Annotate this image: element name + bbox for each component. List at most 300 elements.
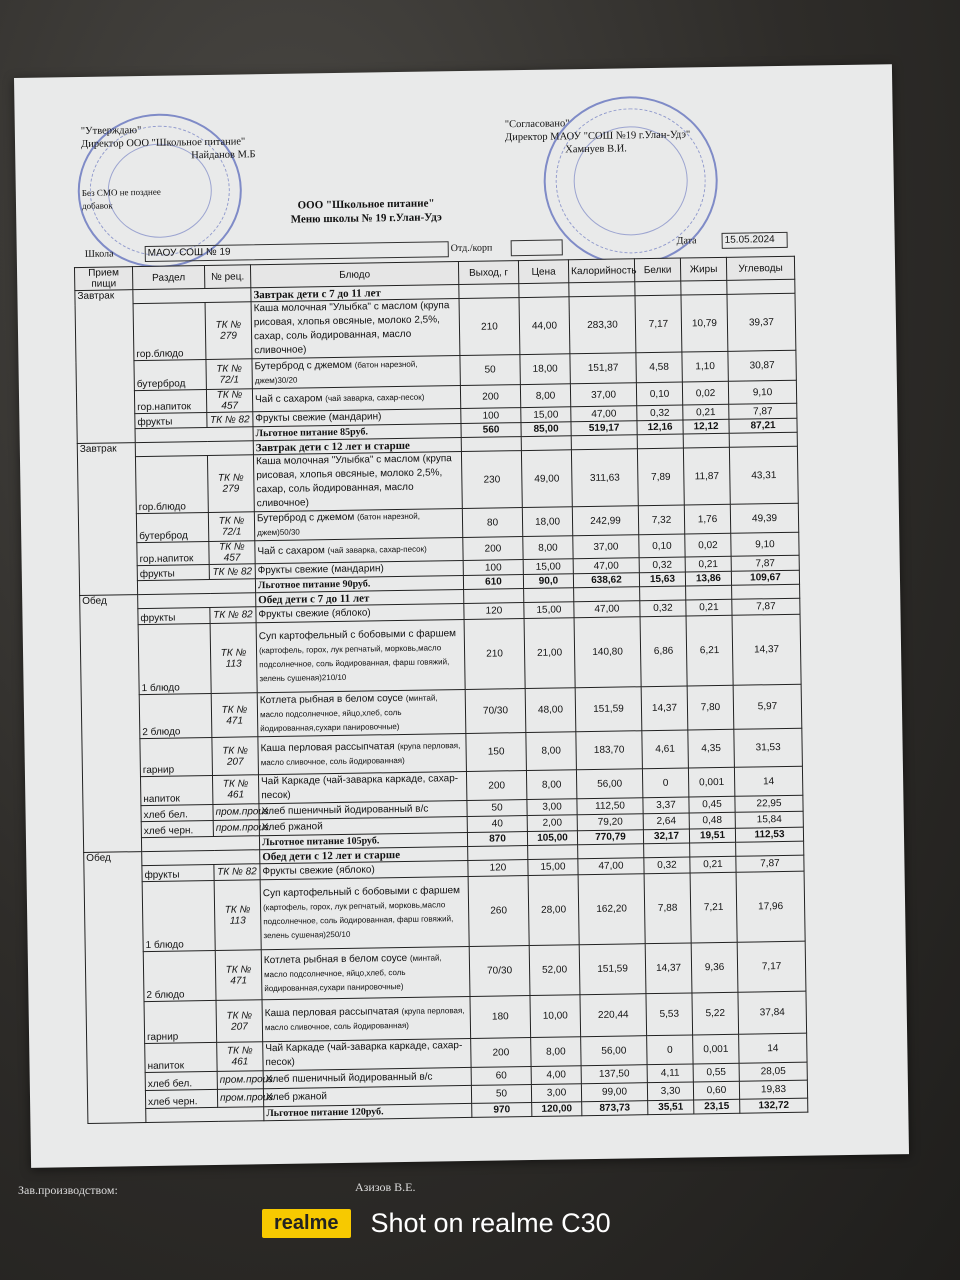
dish-name — [258, 771, 466, 803]
total-price: 85,00 — [521, 422, 571, 437]
dish-name — [262, 996, 471, 1041]
col-header: Прием пищи — [74, 267, 132, 291]
total-label: Льготное питание 120руб. — [264, 1103, 472, 1120]
total-price: 120,00 — [532, 1102, 582, 1117]
value-out: 200 — [466, 771, 526, 801]
dish-title: Хлеб ржаной — [261, 820, 323, 833]
value-price: 4,00 — [531, 1066, 581, 1085]
dish-category: гор.напиток — [134, 390, 206, 414]
recipe-number: ТК № 72/1 — [208, 512, 254, 542]
agreement-line: Хамнуев В.И. — [565, 143, 627, 156]
dish-category: 2 блюдо — [139, 693, 212, 738]
value-out: 50 — [460, 355, 520, 386]
approval-line: Найданов М.Б — [191, 149, 256, 162]
total-p: 15,63 — [639, 572, 685, 587]
meal-name: Завтрак — [77, 443, 137, 596]
value-kcal: 47,00 — [574, 601, 640, 618]
dish-composition: (минтай, масло подсолнечное, яйцо,хлеб, соль йодированная,сухари панировочные) — [264, 952, 442, 993]
dish-composition: (батон нарезной, джем)30/20 — [254, 359, 418, 385]
recipe-number: ТК № 457 — [209, 541, 255, 565]
meal-name: Завтрак — [75, 290, 135, 444]
dish-title: Чай с сахаром — [254, 393, 323, 406]
dish-name — [260, 876, 469, 949]
empty-cell — [635, 281, 681, 296]
dish-category: гор.блюдо — [133, 303, 206, 361]
value-p: 0,10 — [639, 534, 685, 558]
empty-cell — [690, 842, 736, 857]
dish-title: Суп картофельный с бобовыми с фаршем — [262, 884, 461, 899]
total-out: 610 — [463, 575, 523, 590]
value-c: 14 — [739, 1033, 807, 1063]
camera-watermark — [262, 1208, 611, 1239]
empty-cell — [146, 1107, 264, 1123]
value-p: 3,30 — [647, 1082, 693, 1101]
value-kcal: 47,00 — [578, 858, 644, 875]
empty-cell — [729, 432, 797, 447]
recipe-number: ТК № 207 — [212, 737, 259, 776]
total-c: 112,53 — [735, 827, 803, 842]
value-out: 180 — [470, 996, 531, 1039]
date-label: Дата — [676, 235, 697, 247]
dish-category: напиток — [145, 1042, 217, 1072]
recipe-number: ТК № 461 — [217, 1042, 263, 1072]
dept-label: Отд./корп — [450, 242, 493, 255]
total-price: 90,0 — [523, 574, 573, 589]
dish-title: Суп картофельный с бобовыми с фаршем — [258, 627, 457, 642]
value-c: 31,53 — [734, 728, 803, 767]
value-c: 7,87 — [736, 855, 804, 872]
value-out: 60 — [471, 1066, 531, 1085]
total-kcal: 519,17 — [571, 421, 637, 436]
empty-cell — [464, 589, 524, 604]
dish-category: 2 блюдо — [143, 950, 216, 1001]
value-out: 70/30 — [469, 946, 530, 997]
dish-title: Фрукты свежие (яблоко) — [262, 863, 375, 877]
value-out: 260 — [468, 876, 529, 947]
value-f: 0,21 — [683, 404, 729, 420]
value-f: 10,79 — [681, 294, 728, 352]
value-f: 11,87 — [683, 447, 730, 505]
total-out: 970 — [472, 1102, 532, 1117]
value-f: 0,55 — [693, 1063, 739, 1082]
col-header: Белки — [634, 258, 680, 282]
dish-title: Бутерброд с джемом — [254, 359, 352, 372]
value-f: 0,21 — [686, 599, 732, 616]
dish-category: 1 блюдо — [138, 623, 211, 694]
value-price: 49,00 — [521, 450, 572, 508]
value-price: 8,00 — [520, 384, 570, 408]
empty-cell — [524, 588, 574, 603]
recipe-number: ТК № 82 — [207, 412, 253, 428]
value-p: 7,88 — [644, 873, 691, 944]
col-header: № рец. — [204, 265, 250, 289]
value-p: 5,53 — [646, 993, 693, 1036]
total-label: Льготное питание 105руб. — [259, 832, 467, 849]
value-p: 0,32 — [637, 405, 683, 421]
dish-title: Хлеб ржаной — [265, 1090, 328, 1103]
value-price: 10,00 — [530, 995, 581, 1038]
dish-name — [255, 538, 463, 564]
recipe-number: пром.произ — [213, 820, 259, 837]
value-c: 14 — [734, 766, 802, 796]
value-p: 0 — [642, 768, 688, 798]
dish-composition: (крупа перловая, масло сливочное, соль йодированная) — [260, 740, 461, 767]
col-header: Калорийность — [568, 259, 634, 283]
value-f: 0,48 — [689, 812, 735, 829]
value-p: 3,37 — [643, 797, 689, 814]
value-kcal: 137,50 — [581, 1065, 647, 1084]
value-kcal: 37,00 — [570, 383, 636, 407]
col-header: Блюдо — [250, 262, 458, 288]
agreement-block — [505, 115, 691, 157]
total-p: 12,16 — [637, 420, 683, 435]
dish-composition: (картофель, горох, лук репчатый, морковь,масло подсолнечное, соль йодированная, фарш говяжий, зелень сушеная)210/10 — [258, 642, 450, 683]
empty-cell — [571, 435, 637, 450]
total-kcal: 638,62 — [573, 573, 639, 588]
value-kcal: 242,99 — [572, 506, 638, 536]
value-out: 70/30 — [465, 689, 526, 734]
dish-name — [252, 356, 460, 389]
recipe-number: ТК № 471 — [211, 693, 258, 738]
dish-title: Каша перловая рассыпчатая — [260, 740, 395, 754]
value-p: 14,37 — [641, 686, 688, 731]
menu-title: Меню школы № 19 г.Улан-Удэ — [290, 211, 442, 226]
dish-category: хлеб черн. — [141, 820, 213, 837]
recipe-number: ТК № 113 — [210, 623, 257, 694]
value-c: 5,97 — [733, 684, 802, 729]
empty-cell — [683, 433, 729, 448]
value-out: 200 — [463, 537, 523, 561]
dish-name — [256, 619, 465, 692]
empty-cell — [736, 841, 804, 856]
col-header: Цена — [518, 260, 568, 284]
dish-title: Хлеб пшеничный йодированный в/с — [261, 803, 429, 817]
empty-cell — [569, 282, 635, 297]
value-c: 7,87 — [732, 598, 800, 615]
value-kcal: 183,70 — [576, 731, 643, 770]
total-p: 35,51 — [648, 1100, 694, 1115]
date-value: 15.05.2024 — [722, 232, 788, 249]
total-f: 12,12 — [683, 419, 729, 434]
meal-name: Обед — [80, 595, 142, 853]
menu-document — [14, 64, 909, 1168]
total-f: 13,86 — [685, 571, 731, 586]
dish-name — [257, 689, 466, 736]
value-p: 6,86 — [640, 616, 687, 687]
total-c: 87,21 — [729, 418, 797, 433]
empty-cell — [686, 585, 732, 600]
dish-title: Фрукты свежие (мандарин) — [255, 411, 382, 425]
total-label: Льготное питание 85руб. — [253, 424, 461, 441]
value-p: 0,32 — [644, 857, 690, 874]
value-f: 5,22 — [692, 992, 739, 1035]
value-kcal: 162,20 — [578, 874, 645, 945]
dish-title: Фрукты свежие (яблоко) — [258, 606, 371, 620]
value-price: 2,00 — [527, 815, 577, 832]
value-out: 120 — [464, 603, 524, 620]
dish-title: Каша молочная "Улыбка" с маслом (крупа рисовая, хлопья овсяные, молоко 2,5%, сахар, соль йодированная, масло сливочное) — [255, 453, 452, 510]
dish-name — [253, 452, 462, 512]
total-p: 32,17 — [643, 829, 689, 844]
col-header: Выход, г — [458, 261, 518, 285]
recipe-number: пром.произ — [213, 804, 259, 821]
dish-name — [254, 509, 462, 541]
value-kcal: 283,30 — [569, 296, 636, 354]
recipe-number: пром.произ — [217, 1089, 263, 1108]
value-p: 7,32 — [638, 505, 684, 535]
dish-composition: (картофель, горох, лук репчатый, морковь,масло подсолнечное, соль йодированная, фарш говяжий, зелень сушеная)250/10 — [262, 899, 454, 940]
dish-title: Чай с сахаром — [257, 545, 325, 558]
value-price: 48,00 — [525, 688, 576, 733]
dish-title: Чай Каркаде (чай-заварка каркаде, сахар-песок) — [265, 1040, 463, 1069]
value-p: 2,64 — [643, 813, 689, 830]
recipe-number: ТК № 279 — [207, 455, 254, 513]
value-c: 39,37 — [727, 293, 796, 351]
value-price: 21,00 — [524, 618, 575, 689]
total-c: 109,67 — [731, 570, 799, 585]
empty-cell — [637, 434, 683, 449]
recipe-number: ТК № 82 — [210, 607, 256, 624]
empty-cell — [461, 437, 521, 452]
dish-category: фрукты — [142, 864, 214, 881]
value-p: 4,58 — [636, 352, 682, 383]
value-c: 17,96 — [736, 871, 805, 942]
value-out: 120 — [468, 860, 528, 877]
value-price: 15,00 — [528, 859, 578, 876]
dish-title: Чай Каркаде (чай-заварка каркаде, сахар-песок) — [260, 773, 459, 802]
footer-name: Азизов В.Е. — [355, 1180, 416, 1194]
empty-cell — [727, 279, 795, 294]
value-out: 100 — [461, 408, 521, 424]
empty-cell — [732, 584, 800, 599]
section-title: Завтрак дети с 7 до 11 лет — [251, 285, 459, 302]
value-c: 22,95 — [735, 795, 803, 812]
value-f: 7,21 — [690, 872, 737, 943]
empty-cell — [640, 586, 686, 601]
dish-composition: (чай заварка, сахар-песок) — [325, 392, 425, 404]
dish-name — [261, 946, 470, 999]
value-kcal: 37,00 — [573, 535, 639, 559]
total-out: 870 — [467, 832, 527, 847]
dish-category: напиток — [140, 775, 212, 805]
empty-cell — [519, 283, 569, 298]
value-out: 210 — [459, 298, 520, 356]
value-kcal: 56,00 — [581, 1036, 647, 1066]
dish-category: гарнир — [144, 1000, 217, 1043]
value-kcal: 56,00 — [576, 769, 642, 799]
value-f: 0,001 — [693, 1034, 739, 1064]
value-c: 7,87 — [729, 403, 797, 419]
value-p: 7,17 — [635, 295, 682, 353]
value-f: 0,001 — [688, 767, 734, 797]
recipe-number: ТК № 82 — [209, 564, 255, 580]
value-price: 28,00 — [528, 875, 579, 946]
recipe-number: пром.произ — [217, 1071, 263, 1090]
total-c: 132,72 — [740, 1098, 808, 1113]
value-price: 3,00 — [527, 799, 577, 816]
value-price: 52,00 — [529, 945, 580, 996]
total-kcal: 873,73 — [582, 1101, 648, 1116]
value-out: 40 — [467, 816, 527, 833]
dish-name — [263, 1038, 471, 1070]
total-f: 19,51 — [689, 828, 735, 843]
dish-title: Каша молочная "Улыбка" с маслом (крупа рисовая, хлопья овсяные, молоко 2,5%, сахар, соль йодированная, масло сливочное) — [253, 300, 450, 357]
approval-line: "Утверждаю" — [80, 125, 142, 137]
recipe-number: ТК № 471 — [215, 950, 262, 1001]
recipe-number: ТК № 461 — [212, 775, 258, 805]
value-price: 15,00 — [523, 559, 573, 575]
value-kcal: 220,44 — [580, 994, 647, 1037]
value-out: 150 — [466, 733, 527, 772]
value-f: 6,21 — [686, 615, 733, 686]
value-c: 37,84 — [738, 991, 807, 1034]
value-out: 210 — [464, 619, 525, 690]
agreement-line: Директор МАОУ "СОШ №19 г.Улан-Удэ" — [504, 129, 691, 144]
dish-category: гор.блюдо — [135, 456, 208, 514]
value-kcal: 99,00 — [581, 1083, 647, 1102]
value-kcal: 79,20 — [577, 814, 643, 831]
dish-category: хлеб черн. — [145, 1089, 217, 1108]
approval-line: Директор ООО "Школьное питание" — [80, 136, 246, 150]
dish-category: фрукты — [137, 564, 209, 580]
menu-body — [75, 279, 808, 1123]
section-title: Обед дети с 12 лет и старше — [260, 846, 468, 863]
value-price: 8,00 — [531, 1037, 581, 1067]
brand-logo: realme — [262, 1209, 351, 1238]
menu-table — [74, 256, 808, 1124]
dish-category: хлеб бел. — [145, 1071, 217, 1090]
value-price: 18,00 — [522, 507, 572, 537]
dish-title: Фрукты свежие (мандарин) — [257, 563, 384, 577]
value-f: 9,36 — [691, 942, 738, 993]
school-value: МАОУ СОШ № 19 — [145, 241, 449, 262]
value-out: 200 — [471, 1038, 531, 1068]
value-f: 0,02 — [682, 381, 728, 405]
value-p: 4,61 — [642, 730, 689, 769]
value-f: 0,60 — [693, 1081, 739, 1100]
value-c: 15,84 — [735, 811, 803, 828]
dish-title: Хлеб пшеничный йодированный в/с — [265, 1071, 433, 1085]
value-price: 44,00 — [519, 297, 570, 355]
value-kcal: 47,00 — [571, 406, 637, 422]
menu-row — [84, 871, 805, 952]
col-header: Раздел — [132, 266, 204, 290]
value-price: 18,00 — [520, 354, 570, 385]
dept-value — [511, 239, 563, 256]
value-out: 100 — [463, 560, 523, 576]
empty-cell — [521, 436, 571, 451]
value-f: 4,35 — [688, 729, 735, 768]
dish-name — [258, 733, 467, 774]
dish-category: 1 блюдо — [142, 880, 215, 951]
total-price: 105,00 — [527, 831, 577, 846]
dish-composition: (батон нарезной, джем)50/30 — [257, 511, 420, 538]
recipe-number: ТК № 207 — [216, 1000, 263, 1043]
value-kcal: 112,50 — [577, 798, 643, 815]
value-p: 0 — [647, 1035, 693, 1065]
value-price: 3,00 — [531, 1084, 581, 1103]
recipe-number: ТК № 113 — [214, 880, 261, 951]
value-c: 14,37 — [732, 614, 801, 685]
empty-cell — [681, 280, 727, 295]
col-header: Углеводы — [726, 256, 794, 280]
value-p: 0,32 — [639, 557, 685, 573]
section-title: Обед дети с 7 до 11 лет — [256, 590, 464, 607]
agreement-line: "Согласовано" — [504, 118, 570, 131]
value-out: 50 — [471, 1084, 531, 1103]
empty-cell — [528, 845, 578, 860]
value-out: 50 — [467, 800, 527, 817]
recipe-number: ТК № 82 — [214, 864, 260, 881]
total-kcal: 770,79 — [577, 830, 643, 845]
value-price: 8,00 — [526, 732, 577, 771]
total-f: 23,15 — [694, 1099, 740, 1114]
value-f: 0,21 — [685, 556, 731, 572]
value-price: 8,00 — [523, 536, 573, 560]
value-c: 7,87 — [731, 555, 799, 571]
dish-category: хлеб бел. — [141, 804, 213, 821]
value-kcal: 140,80 — [574, 617, 641, 688]
school-label: Школа — [84, 248, 114, 260]
value-c: 9,10 — [731, 532, 799, 556]
value-kcal: 151,87 — [570, 353, 636, 384]
value-c: 28,05 — [739, 1062, 807, 1081]
value-f: 0,02 — [685, 533, 731, 557]
recipe-number: ТК № 457 — [206, 389, 252, 413]
dish-composition: (минтай, масло подсолнечное, яйцо,хлеб, соль йодированная,сухари панировочные) — [259, 692, 438, 733]
dish-name — [251, 299, 460, 359]
value-c: 19,83 — [739, 1080, 807, 1099]
empty-cell — [578, 844, 644, 859]
dish-title: Бутерброд с джемом — [256, 511, 355, 525]
value-out: 200 — [460, 385, 520, 409]
shot-on-text: Shot on realme C30 — [370, 1208, 611, 1238]
dish-title: Котлета рыбная в белом соусе — [259, 692, 404, 706]
dish-composition: (крупа перловая, масло сливочное, соль йодированная) — [264, 1005, 465, 1032]
recipe-number: ТК № 279 — [205, 302, 252, 360]
empty-cell — [644, 843, 690, 858]
section-title: Завтрак дети с 12 лет и старше — [253, 438, 461, 455]
value-f: 0,21 — [690, 856, 736, 873]
value-c: 30,87 — [728, 350, 796, 381]
note-line: Без СМО не позднее — [81, 186, 161, 198]
value-kcal: 151,59 — [579, 944, 646, 995]
value-p: 7,89 — [637, 448, 684, 506]
value-f: 0,45 — [689, 796, 735, 813]
dish-name — [252, 386, 460, 412]
menu-row — [80, 614, 801, 695]
total-out: 560 — [461, 423, 521, 438]
value-c: 7,17 — [737, 941, 806, 992]
value-p: 14,37 — [645, 943, 692, 994]
value-f: 7,80 — [687, 685, 734, 730]
empty-cell — [574, 587, 640, 602]
value-p: 0,10 — [636, 382, 682, 406]
dish-category: фрукты — [138, 607, 210, 624]
value-out: 80 — [462, 508, 522, 538]
col-header: Жиры — [680, 257, 726, 281]
value-price: 15,00 — [521, 407, 571, 423]
dish-category: бутерброд — [134, 360, 206, 391]
empty-cell — [468, 846, 528, 861]
value-kcal: 151,59 — [575, 687, 642, 732]
approval-block — [81, 122, 256, 164]
value-f: 1,76 — [684, 504, 730, 534]
value-c: 43,31 — [729, 446, 798, 504]
dish-category: гарнир — [140, 737, 213, 776]
value-p: 0,32 — [640, 600, 686, 617]
dish-category: фрукты — [135, 413, 207, 429]
